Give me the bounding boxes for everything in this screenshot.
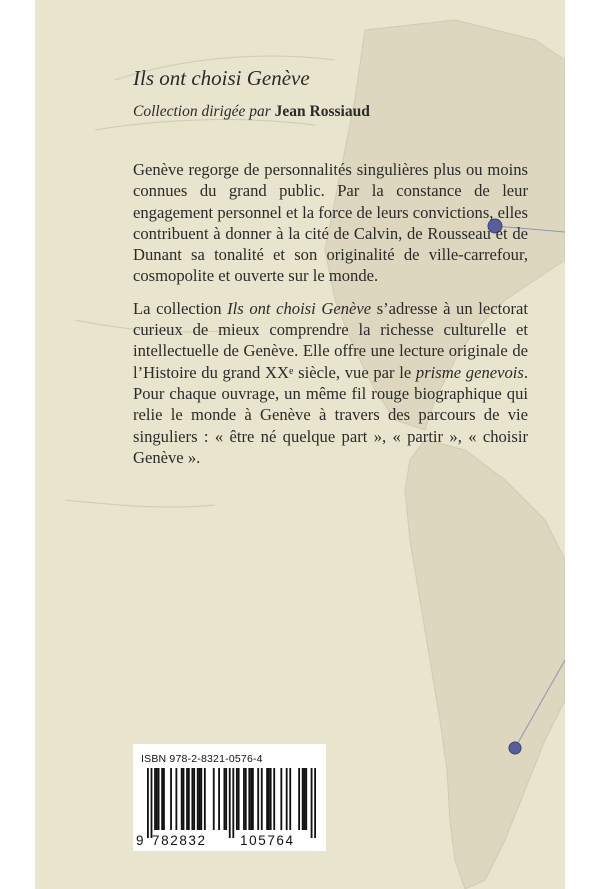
barcode-bar	[188, 768, 190, 830]
barcode-bar	[302, 768, 304, 830]
collection-prefix: Collection dirigée par	[133, 103, 271, 120]
barcode-bar	[191, 768, 193, 830]
barcode-bar	[305, 768, 307, 830]
barcode-bar	[238, 768, 240, 830]
barcode-bar	[197, 768, 199, 830]
barcode-bar	[268, 768, 270, 830]
barcode-bar	[193, 768, 195, 830]
p2-superscript: e	[289, 365, 294, 377]
p2-prisme: prisme genevois	[415, 362, 524, 382]
barcode-bar	[248, 768, 250, 830]
map-south-america	[405, 440, 565, 889]
barcode-bar	[175, 768, 177, 830]
barcode-digits-left: 782832	[152, 833, 207, 848]
barcode-bar	[289, 768, 291, 830]
barcode-bar	[158, 768, 160, 830]
barcode-bar	[186, 768, 188, 830]
barcode-bar	[286, 768, 288, 830]
barcode-bar	[225, 768, 227, 830]
barcode-bar	[243, 768, 245, 830]
barcode-bar	[250, 768, 252, 830]
isbn-label: ISBN 978-2-8321-0576-4	[141, 753, 263, 765]
barcode-bar	[245, 768, 247, 830]
barcode-bar	[252, 768, 254, 830]
blurb-paragraph-1: Genève regorge de personnalités singulières plus ou moins connues du grand public. Par la constance de leur engagement personnel et la force de leurs convictions, elles contribuent à donner à la cité de Calvin, de Rousseau et de Dunant sa tonalité et son originalité de ville-carrefour, cosmopolite et ouverte sur le monde.	[133, 160, 528, 286]
barcode-bar	[273, 768, 275, 830]
collection-editor-line	[133, 103, 370, 121]
book-title: Ils ont choisi Genève	[133, 66, 310, 90]
barcode-bar	[156, 768, 158, 830]
barcode-digits-right: 105764	[240, 833, 295, 848]
barcode-bar	[218, 768, 220, 830]
location-marker-south	[509, 742, 521, 754]
barcode-bar	[199, 768, 201, 830]
blurb-paragraph-2	[133, 298, 528, 468]
p2-text-c: siècle, vue par le	[293, 362, 416, 382]
barcode-bar	[304, 768, 306, 830]
book-back-cover	[35, 0, 565, 889]
barcode-bar	[200, 768, 202, 830]
blurb	[133, 159, 528, 479]
barcode-bar	[170, 768, 172, 830]
barcode-bar	[204, 768, 206, 830]
editor-name: Jean Rossiaud	[274, 103, 370, 120]
barcode-bar	[183, 768, 185, 830]
barcode-guard-bar	[232, 768, 234, 838]
barcode-bar	[154, 768, 156, 830]
barcode-bar	[161, 768, 163, 830]
barcode-digits	[136, 833, 323, 848]
barcode-bar	[163, 768, 165, 830]
barcode-bar	[181, 768, 183, 830]
p2-collection-name: Ils ont choisi Genève	[227, 298, 372, 318]
barcode-bar	[298, 768, 300, 830]
barcode-guard-bar	[147, 768, 149, 838]
barcode-guard-bar	[314, 768, 316, 838]
barcode-bar	[270, 768, 272, 830]
barcode-bars	[147, 768, 316, 838]
barcode-bar	[223, 768, 225, 830]
isbn-barcode	[133, 744, 326, 851]
barcode-bar	[236, 768, 238, 830]
barcode-guard-bar	[311, 768, 313, 838]
barcode-guard-bar	[151, 768, 153, 838]
barcode-bar	[257, 768, 259, 830]
p2-text-a: La collection	[133, 298, 228, 318]
barcode-bar	[280, 768, 282, 830]
barcode-bar	[266, 768, 268, 830]
barcode-guard-bar	[229, 768, 231, 838]
barcode-bar	[213, 768, 215, 830]
p2-text-d: . Pour chaque ouvrage, un même fil rouge biographique qui relie le monde à Genève à travers des parcours de vie singuliers : « être né quelque part », « partir », « choisir Genève ».	[133, 362, 528, 467]
barcode-bar	[261, 768, 263, 830]
p2-text-b: s’adresse à un lectorat curieux de mieux comprendre la richesse culturelle et intellectuelle de Genève. Elle offre une lecture originale de l’Histoire du grand XX	[133, 298, 528, 382]
barcode-digit-lead: 9	[136, 833, 144, 848]
